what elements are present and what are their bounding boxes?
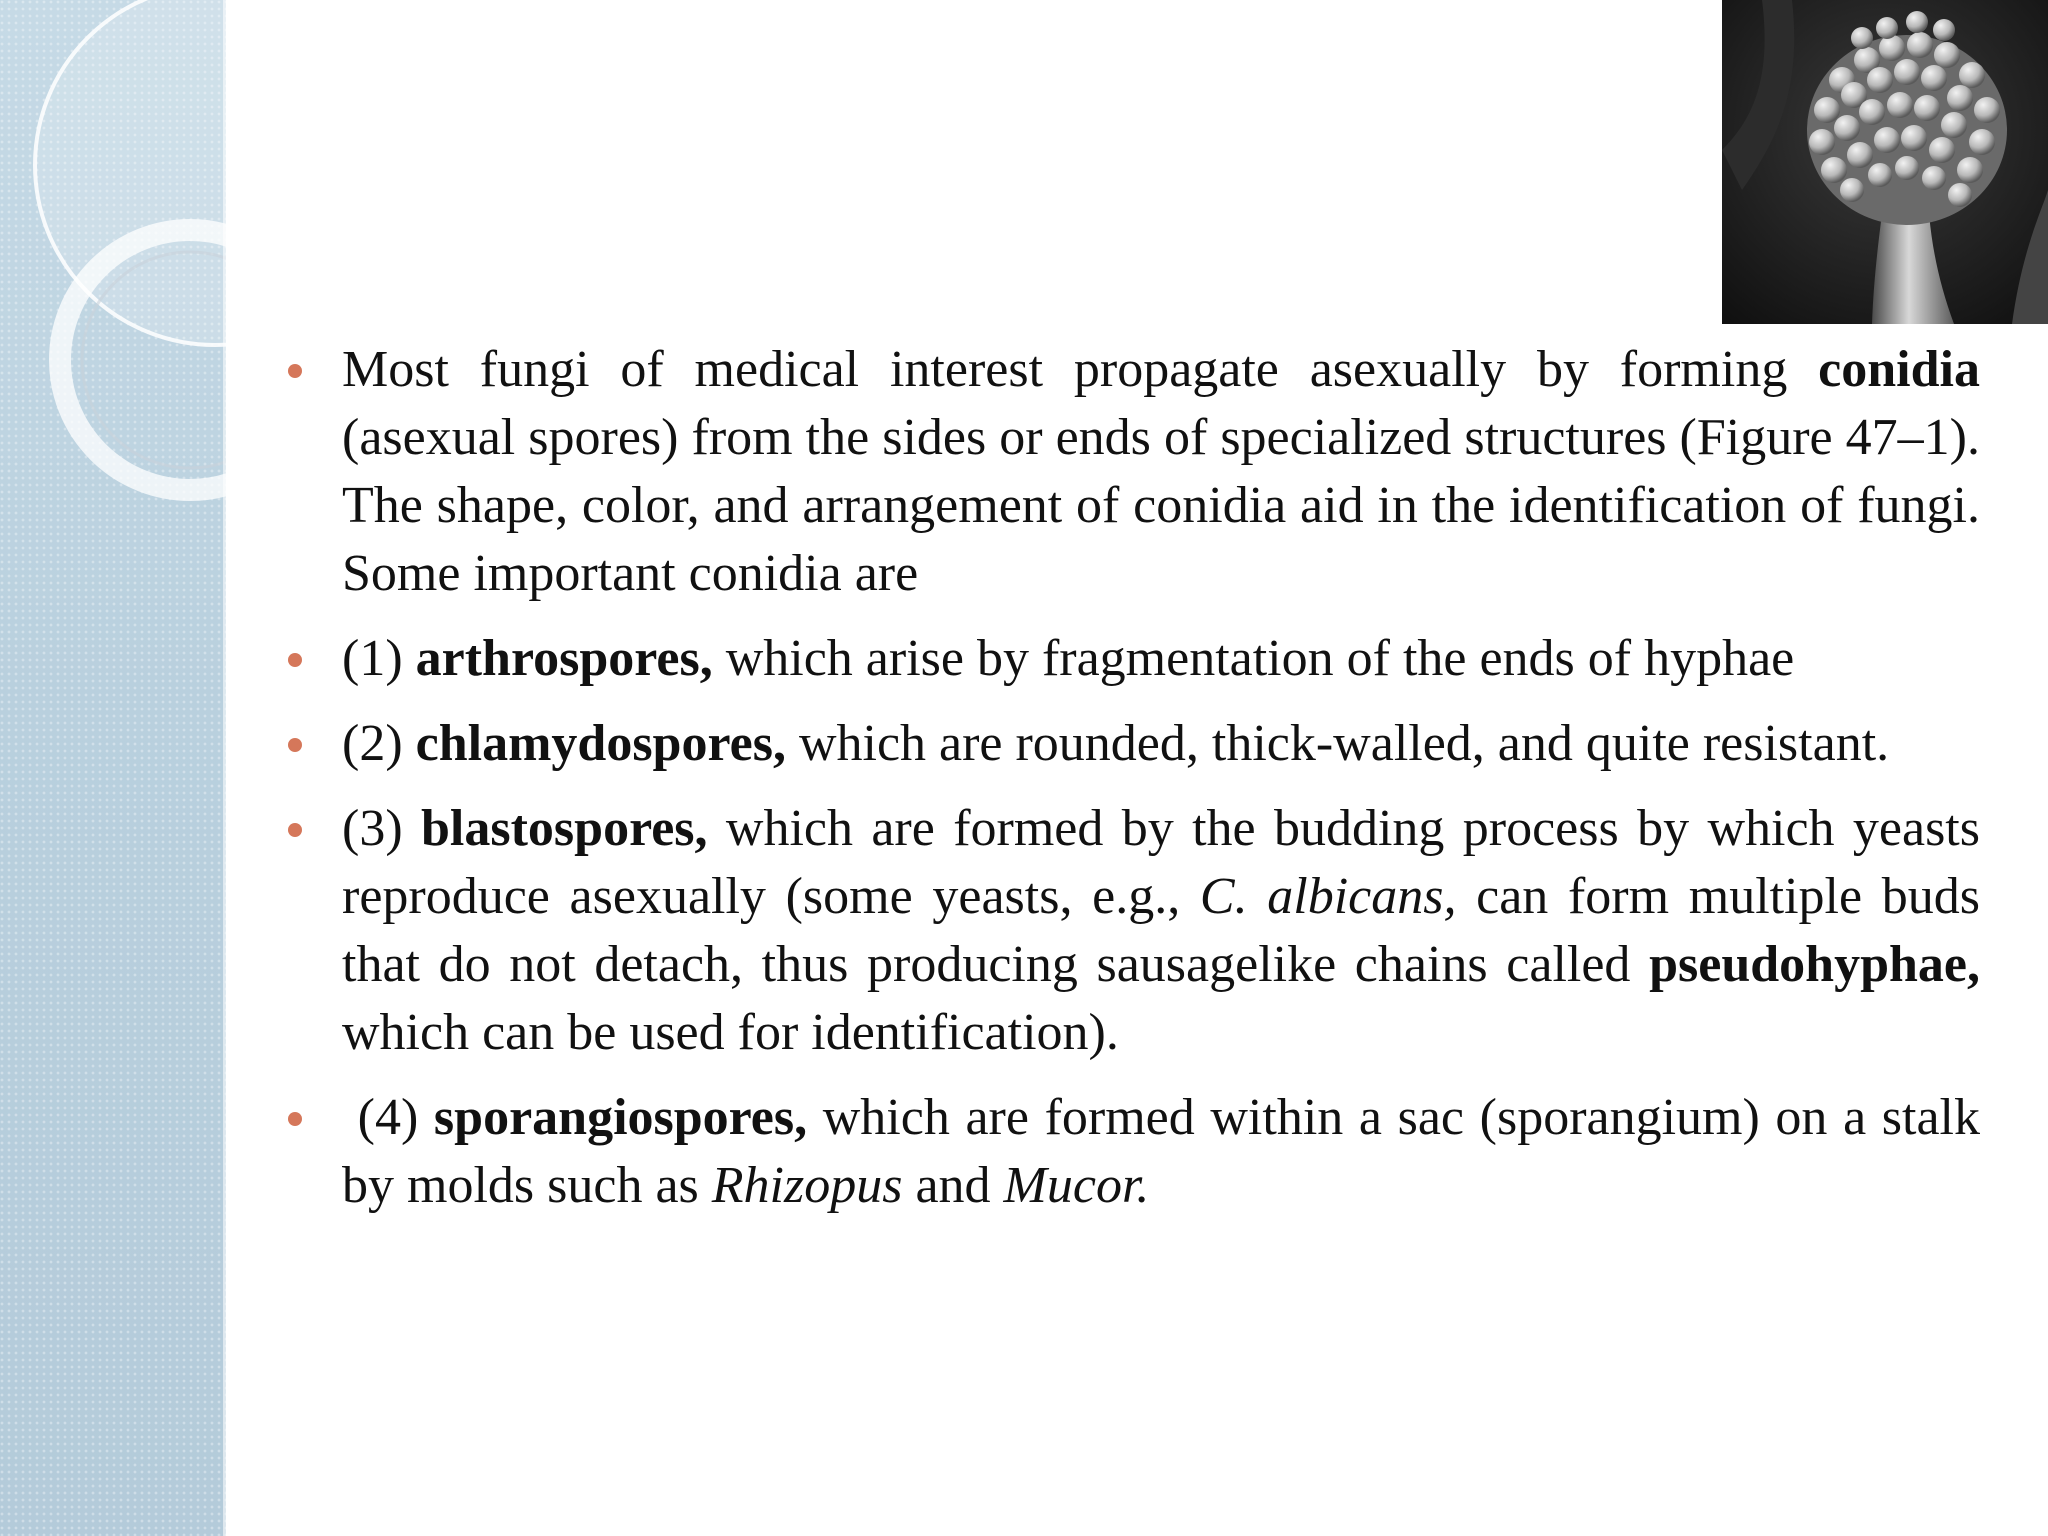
text-segment: (4) [342, 1089, 434, 1146]
bold-term-pseudohyphae: pseudohyphae, [1649, 936, 1980, 993]
bullet-item [280, 1084, 1993, 1220]
italic-genus-rhizopus: Rhizopus [711, 1157, 903, 1214]
fungus-conidiophore-icon [1722, 0, 2048, 324]
text-segment: and [902, 1157, 1004, 1214]
bullet-dot-icon [288, 653, 302, 667]
bold-term-conidia: conidia [1818, 341, 1980, 398]
decorative-rings [0, 0, 226, 1536]
text-segment: which can be used for identification). [342, 1004, 1119, 1061]
bullet-item [280, 710, 1980, 778]
bullet-dot-icon [288, 364, 302, 378]
bold-term-arthrospores: arthrospores, [415, 630, 713, 687]
text-segment: (2) [342, 715, 416, 772]
bullet-text-blastospores [342, 795, 1980, 1067]
italic-species-name: C. albicans, [1199, 868, 1457, 925]
slide-body [280, 336, 1993, 1237]
text-segment: (3) [342, 800, 421, 857]
text-segment: which are rounded, thick-walled, and quite resistant. [785, 715, 1890, 772]
bullet-item [280, 336, 1980, 608]
text-segment: which are formed by the budding process by which yeasts reproduce asexually (some yeasts, e.g., [342, 800, 1980, 925]
bold-term-chlamydospores: chlamydospores, [415, 715, 786, 772]
conidiophore-micrograph-image [1722, 0, 2048, 324]
bullet-text-sporangiospores [342, 1084, 1993, 1220]
text-segment: Most fungi of medical interest propagate asexually by forming [342, 341, 1819, 398]
bullet-dot-icon [288, 1112, 302, 1126]
text-segment: which arise by fragmentation of the ends of hyphae [712, 630, 1795, 687]
bold-term-blastospores: blastospores, [421, 800, 708, 857]
text-segment: can form multiple buds that do not detach, thus producing sausagelike chains called [342, 868, 1980, 993]
bullet-item [280, 625, 1980, 693]
bullet-dot-icon [288, 823, 302, 837]
bold-term-sporangiospores: sporangiospores, [433, 1089, 808, 1146]
bullet-text-arthrospores [342, 625, 1980, 693]
bullet-item [280, 795, 1980, 1067]
bullet-text-conidia [342, 336, 1980, 608]
decorative-side-band [0, 0, 226, 1536]
italic-genus-mucor: Mucor. [1003, 1157, 1150, 1214]
text-segment: which are formed within a sac (sporangium) on a stalk by molds such as [342, 1089, 1993, 1214]
bullet-text-chlamydospores [342, 710, 1980, 778]
text-segment: (asexual spores) from the sides or ends of specialized structures (Figure 47–1). The shape, color, and arrangement of conidia aid in the identification of fungi. Some important conidia are [342, 409, 1980, 602]
band-edge [223, 0, 226, 1536]
text-segment: (1) [342, 630, 416, 687]
bullet-dot-icon [288, 738, 302, 752]
